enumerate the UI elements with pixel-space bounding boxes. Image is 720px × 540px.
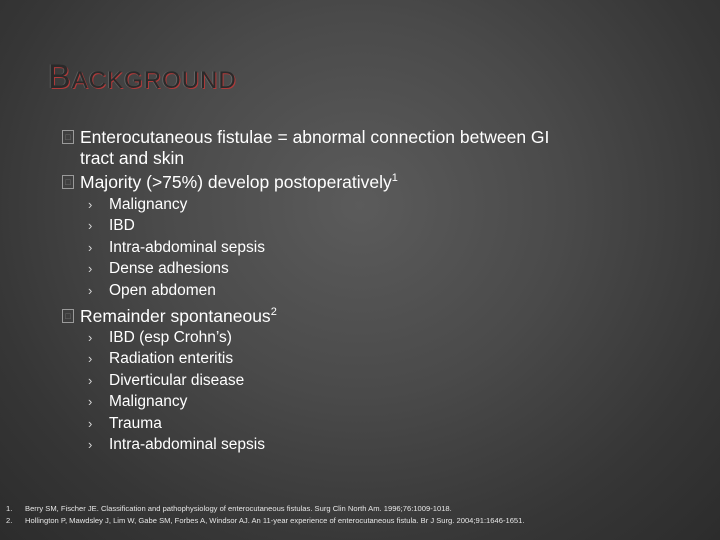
chevron-right-icon: ›: [88, 351, 93, 366]
chevron-right-icon: ›: [88, 416, 93, 431]
bullet-box-icon: □: [62, 175, 74, 189]
chevron-right-icon: ›: [88, 437, 93, 452]
slide: BACKGROUND □ Enterocutaneous fistulae = abnormal connection between GI tract and skin □ Majority (>75%) develop postoperatively$^1$ › Malignancy › IBD › Intra-abdominal sepsis › Dense adhesions › Open abdomen □ Remainder spontaneous$^2$ › IBD (esp Crohn’s) › Radiation enteritis › Diverticular disease › Malignancy › Trauma › Intra-abdominal sepsis 1. Berry SM, Fischer JE. Classification and pathophysiology of enterocutaneous fistulas. Surg Clin North Am. 1996;76:1009-1018. 2. Hollington P, Mawdsley J, Lim W, Gabe SM, Forbes A, Windsor AJ. An 11-year experience of enterocutaneous fistula. Br J Surg. 2004;91:1646-1651.: [6, 58, 550, 525]
footnote-ref: 2: [270, 306, 277, 318]
chevron-right-icon: ›: [88, 197, 93, 212]
bullet-text: Remainder spontaneous: [80, 306, 271, 326]
chevron-right-icon: ›: [88, 283, 93, 298]
bullet-text-line2: tract and skin: [80, 148, 185, 168]
chevron-right-icon: ›: [88, 261, 93, 276]
title-rest: ACKGROUND: [71, 67, 237, 94]
bullet-box-icon: □: [62, 130, 74, 144]
slide-title: [48, 58, 237, 97]
chevron-right-icon: ›: [88, 394, 93, 409]
chevron-right-icon: ›: [88, 240, 93, 255]
bullet-text: Majority (>75%) develop postoperatively: [80, 172, 392, 192]
chevron-right-icon: ›: [88, 330, 93, 345]
title-first-letter: B: [48, 58, 72, 96]
chevron-right-icon: ›: [88, 373, 93, 388]
bullet-box-icon: □: [62, 309, 74, 323]
chevron-right-icon: ›: [88, 218, 93, 233]
bullet-text-line1: Enterocutaneous fistulae = abnormal connection between GI: [80, 127, 550, 147]
footnote-ref: 1: [391, 172, 398, 184]
